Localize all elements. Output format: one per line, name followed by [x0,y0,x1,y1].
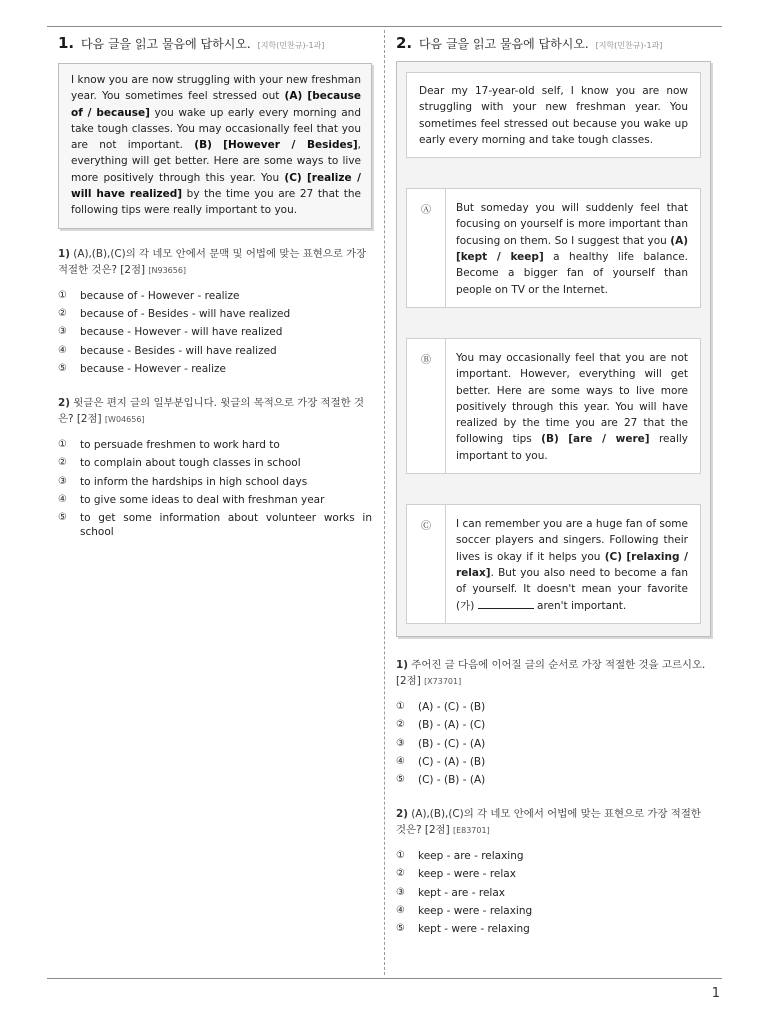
top-rule [47,26,722,27]
blank-label-c: (C) [284,171,302,184]
option-number: ② [396,719,405,731]
option-text: because - However - will have realized [80,326,283,339]
choice-a: [kept / keep] [456,251,544,264]
answer-option[interactable] [58,491,372,509]
sub-question-text: (A),(B),(C)의 각 네모 안에서 어법에 맞는 표현으로 가장 적절한 것은? [2점] [396,807,701,836]
option-number: ② [396,868,405,880]
option-number: ④ [396,905,405,917]
passage-text: by the time you are 27 that the following tips were really important to you. [71,188,361,217]
option-number: ④ [58,493,67,505]
option-number: ① [58,438,67,450]
passage-text: a healthy life balance. Become a bigger fan of yourself than people on TV or the Internet. [456,251,689,296]
option-text: to complain about tough classes in school [80,457,301,470]
option-number: ① [58,289,67,301]
passage-box [58,63,372,229]
column-divider [384,30,385,975]
option-text: because of - Besides - will have realized [80,308,291,321]
option-text: because - However - realize [80,363,226,376]
option-number: ② [58,308,67,320]
fill-in-blank[interactable] [478,598,534,609]
option-number: ② [58,457,67,469]
option-text: (C) - (B) - (A) [418,774,486,787]
answer-options [396,847,711,939]
question-source: [지학(민찬규)-1과] [257,41,325,50]
answer-option[interactable] [58,436,372,454]
option-number: ③ [396,737,405,749]
passage-text: really important to you. [456,433,688,462]
paragraph-c [406,504,701,624]
answer-option[interactable] [396,753,711,771]
option-text: kept - are - relax [418,886,505,899]
answer-option[interactable] [396,847,711,865]
sub-question-text: 윗글은 편지 글의 일부분입니다. 윗글의 목적으로 가장 적절한 것은? [2점] [58,396,364,425]
passage-text: . But you also need to become a fan of yourself. It doesn't mean your favorite (가) [456,566,688,612]
option-number: ③ [58,326,67,338]
answer-option[interactable] [58,509,372,541]
passage-text: You may occasionally feel that you are not important. However, everything will get better. Here are some ways to live more positively through this year. You will have realized by the time you are 27 that the following tips [456,351,688,446]
question-1 [58,32,372,541]
question-code: [W04656] [104,414,145,424]
option-number: ⑤ [58,363,67,375]
sub-question-1 [58,246,372,279]
question-1-header [58,32,372,54]
blank-label-a: (A) [284,90,303,103]
question-number: 1. [58,34,75,52]
question-2 [396,32,711,939]
question-code: [X73701] [424,676,462,686]
answer-option[interactable] [396,698,711,716]
answer-option[interactable] [396,865,711,883]
answer-option[interactable] [396,902,711,920]
answer-options [58,287,372,379]
option-text: (B) - (A) - (C) [418,719,486,732]
question-instruction: 다음 글을 읽고 물음에 답하시오. [80,37,251,51]
blank-label-c: (C) [604,550,623,563]
passage-text: I can remember you are a huge fan of some soccer players and singers. Following their lives is okay if it helps you [456,518,688,563]
answer-option[interactable] [58,342,372,360]
option-number: ④ [396,756,405,768]
answer-option[interactable] [58,454,372,472]
paragraph-text [446,339,700,473]
answer-options [58,436,372,542]
question-instruction: 다음 글을 읽고 물음에 답하시오. [418,37,589,51]
paragraph-a [406,188,701,308]
option-number: ⑤ [58,512,67,524]
option-number: ⑤ [396,923,405,935]
paragraph-b [406,338,701,474]
choice-b: [are / were] [568,433,650,446]
answer-option[interactable] [58,323,372,341]
choice-b: [However / Besides] [223,139,358,152]
answer-option[interactable] [58,305,372,323]
sub-question-text: (A),(B),(C)의 각 네모 안에서 문맥 및 어법에 맞는 표현으로 가장 적절한 것은? [2점] [58,247,367,276]
option-text: to inform the hardships in high school days [80,475,308,488]
paragraph-text [446,189,700,307]
question-number: 2. [396,34,413,52]
bottom-rule [47,978,722,979]
option-text: keep - are - relaxing [418,849,524,862]
answer-option[interactable] [58,287,372,305]
option-text: (B) - (C) - (A) [418,737,486,750]
choice-a: [because of / because] [71,90,361,119]
paragraph-marker: Ⓐ [407,189,446,307]
answer-option[interactable] [396,735,711,753]
option-text: because of - However - realize [80,289,240,302]
question-code: [N93656] [148,265,187,275]
blank-label-a: (A) [670,234,688,247]
option-text: kept - were - relaxing [418,923,530,936]
answer-option[interactable] [58,360,372,378]
blank-label-b: (B) [541,433,559,446]
option-number: ⑤ [396,774,405,786]
option-number: ③ [58,475,67,487]
sub-question-1 [396,657,711,690]
sub-question-number: 1) [58,247,70,260]
choice-c: [realize / will have realized] [71,171,361,201]
passage-text: But someday you will suddenly feel that focusing on yourself is more important than focusing on them. So I suggest that you [456,202,688,247]
answer-option[interactable] [396,920,711,938]
paragraph-marker: Ⓑ [407,339,446,473]
option-text: because - Besides - will have realized [80,344,277,357]
question-source: [지학(민찬규)-1과] [595,41,663,50]
paragraph-marker: Ⓒ [407,505,446,623]
sub-question-number: 1) [396,658,408,671]
option-number: ① [396,700,405,712]
passage-container [396,61,711,637]
option-number: ① [396,849,405,861]
option-text: to give some ideas to deal with freshman year [80,493,325,506]
answer-option[interactable] [396,771,711,789]
option-text: to get some information about volunteer works in school [80,512,372,539]
answer-options [396,698,711,790]
given-passage: Dear my 17-year-old self, I know you are now struggling with your new freshman year. You sometimes feel stressed out because you wake up early every morning and take tough classes. [406,72,701,158]
option-text: to persuade freshmen to work hard to [80,438,280,451]
option-text: (C) - (A) - (B) [418,756,486,769]
option-number: ③ [396,886,405,898]
option-number: ④ [58,344,67,356]
sub-question-number: 2) [58,396,70,409]
blank-label-b: (B) [194,139,212,152]
answer-option[interactable] [396,716,711,734]
answer-option[interactable] [58,473,372,491]
passage-text: I know you are now struggling with your new freshman year. You sometimes feel stressed out [71,74,361,103]
page-number: 1 [711,986,720,1001]
option-text: keep - were - relaxing [418,905,533,918]
sub-question-2 [396,806,711,839]
paragraph-text [446,505,700,623]
question-code: [E83701] [452,825,490,835]
sub-question-2 [58,395,372,428]
passage-text: aren't important. [533,599,627,612]
option-text: (A) - (C) - (B) [418,700,486,713]
sub-question-number: 2) [396,807,408,820]
question-2-header [396,32,711,54]
passage-text: , everything will get better. Here are some ways to live more positively through this year. You [71,139,361,184]
choice-c: [relaxing / relax] [456,550,688,579]
answer-option[interactable] [396,884,711,902]
sub-question-text: 주어진 글 다음에 이어질 글의 순서로 가장 적절한 것을 고르시오. [2점] [396,658,706,687]
passage-text: you wake up early every morning and take tough classes. You may occasionally feel that you are not important. [71,106,361,152]
option-text: keep - were - relax [418,868,516,881]
